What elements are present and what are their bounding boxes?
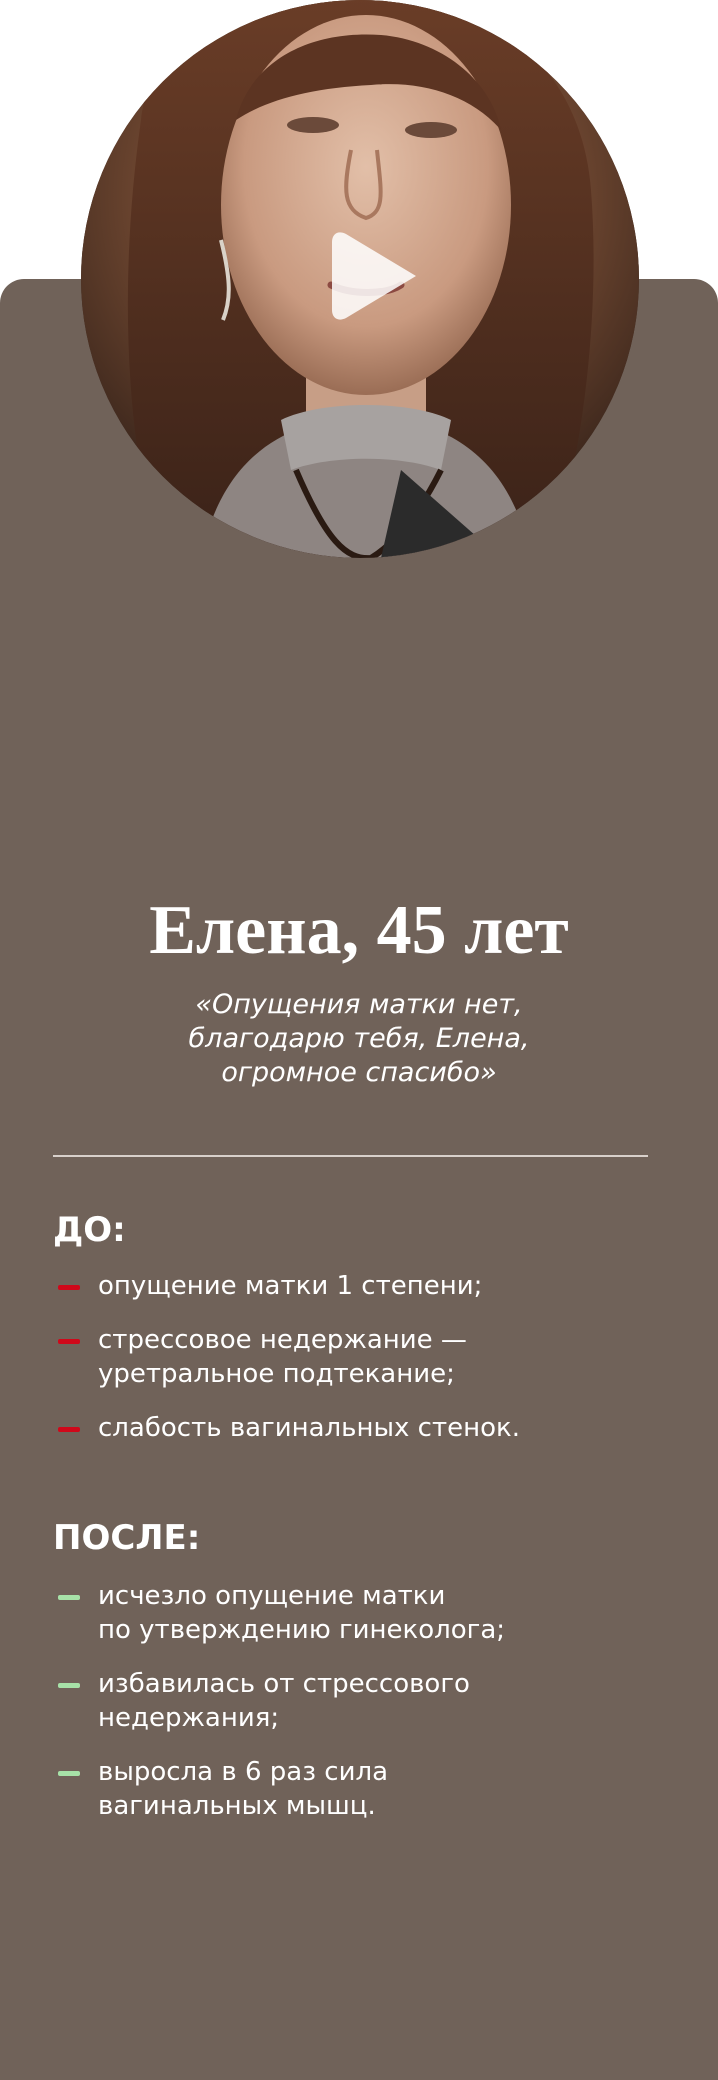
after-item [53,1579,653,1647]
dash-icon [58,1771,80,1776]
minus-icon [58,1339,80,1344]
after-item-text: выросла в 6 раз сила [98,1757,389,1787]
play-icon[interactable] [326,226,426,326]
minus-icon [58,1427,80,1432]
before-heading: ДО: [53,1210,126,1250]
before-item-text: стрессовое недержание — [98,1325,467,1355]
testimonial-quote [0,988,718,1090]
before-item [53,1323,653,1391]
before-list [53,1269,653,1445]
before-item-text: слабость вагинальных стенок. [98,1413,520,1443]
quote-line: огромное спасибо» [221,1057,497,1088]
before-item-text: уретральное подтекание; [98,1359,455,1389]
quote-line: благодарю тебя, Елена, [188,1023,530,1054]
dash-icon [58,1683,80,1688]
after-item-text: недержания; [98,1703,280,1733]
before-item [53,1411,653,1445]
after-item-text: исчезло опущение матки [98,1581,446,1611]
testimonial-title: Елена, 45 лет [149,892,569,969]
minus-icon [58,1285,80,1290]
after-item [53,1755,653,1823]
divider [53,1155,648,1157]
after-item-text: избавилась от стрессового [98,1669,470,1699]
after-item-text: по утверждению гинеколога; [98,1615,506,1645]
after-heading: ПОСЛЕ: [53,1518,201,1558]
quote-line: «Опущения матки нет, [195,989,523,1020]
after-list [53,1579,653,1823]
before-item [53,1269,653,1303]
before-item-text: опущение матки 1 степени; [98,1271,483,1301]
video-thumbnail[interactable] [81,0,639,558]
after-item [53,1667,653,1735]
dash-icon [58,1595,80,1600]
after-item-text: вагинальных мышц. [98,1791,376,1821]
